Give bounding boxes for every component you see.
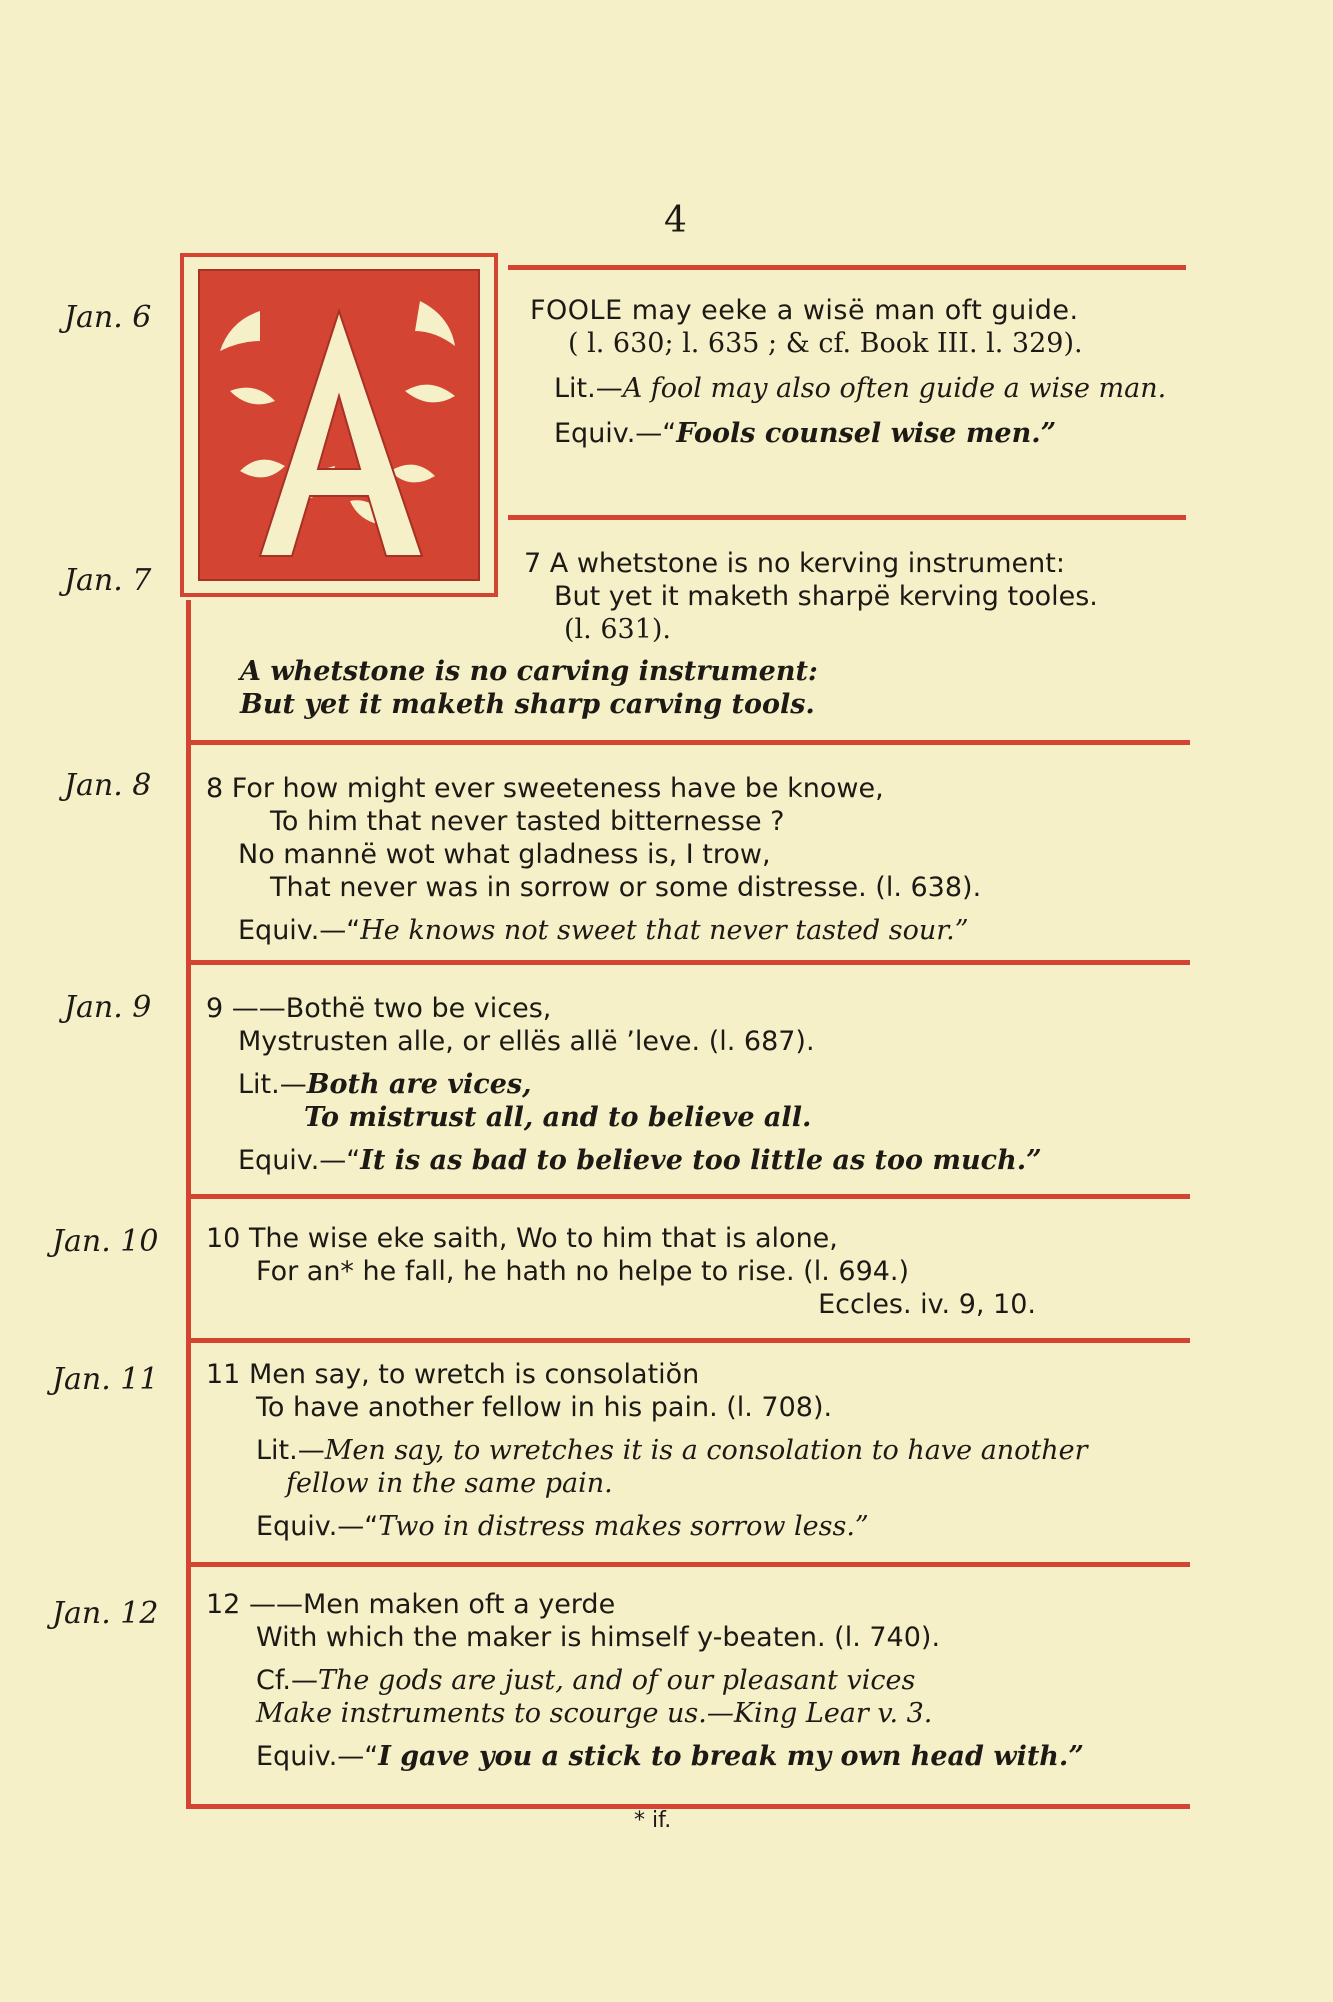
entry-jan-7-modern bbox=[240, 655, 1140, 721]
date-label: Jan. 8 bbox=[64, 768, 152, 803]
entry-jan-11 bbox=[206, 1358, 1196, 1543]
entry-jan-8 bbox=[206, 772, 1186, 947]
entry-equivalent bbox=[530, 417, 1188, 450]
entry-line: 8 For how might ever sweeteness have be knowe, bbox=[206, 773, 884, 804]
equiv-text: I gave you a stick to break my own head with.” bbox=[378, 1741, 1084, 1772]
cf-text: Make instruments to scourge us.—King Lear v. 3. bbox=[256, 1698, 933, 1729]
rule-e10 bbox=[186, 1338, 1190, 1343]
date-jan-8 bbox=[64, 768, 151, 803]
entry-equivalent bbox=[206, 1144, 1186, 1177]
footnote: * if. bbox=[634, 1808, 672, 1833]
entry-line: But yet it maketh sharpë kerving tooles. bbox=[554, 581, 1098, 612]
modern-line: A whetstone is no carving instrument: bbox=[240, 656, 818, 687]
equiv-label: Equiv.—“ bbox=[238, 915, 361, 946]
literal-text: Men say, to wretches it is a consolation to have another bbox=[324, 1435, 1088, 1466]
initial-letter: A bbox=[338, 541, 340, 542]
decorative-initial bbox=[180, 253, 498, 597]
equiv-label: Equiv.—“ bbox=[256, 1511, 379, 1542]
literal-label: Lit.— bbox=[238, 1069, 307, 1100]
entry-literal bbox=[206, 1434, 1196, 1467]
entry-line: Mystrusten alle, or ellës allë ’leve. (l. 687). bbox=[238, 1026, 815, 1057]
literal-text: Both are vices, bbox=[306, 1069, 532, 1100]
literal-text: fellow in the same pain. bbox=[286, 1468, 613, 1499]
entry-jan-9 bbox=[206, 992, 1186, 1177]
equiv-label: Equiv.—“ bbox=[554, 418, 677, 449]
date-label: Jan. 6 bbox=[64, 300, 152, 335]
entry-line: 9 ——Bothë two be vices, bbox=[206, 993, 552, 1024]
entry-line: 11 Men say, to wretch is consolatiŏn bbox=[206, 1359, 700, 1390]
entry-cf bbox=[206, 1664, 1186, 1697]
literal-label: Lit.— bbox=[256, 1435, 325, 1466]
date-label: Jan. 9 bbox=[64, 990, 152, 1025]
rule-bottom bbox=[186, 1804, 1190, 1809]
entry-line: With which the maker is himself y-beaten. (l. 740). bbox=[256, 1622, 941, 1653]
entry-reference: Eccles. iv. 9, 10. bbox=[818, 1289, 1036, 1320]
date-jan-10 bbox=[52, 1224, 158, 1259]
rule-e9 bbox=[186, 1194, 1190, 1199]
date-jan-11 bbox=[52, 1362, 158, 1397]
date-label: Jan. 12 bbox=[52, 1596, 159, 1631]
entry-line: No mannë wot what gladness is, I trow, bbox=[238, 839, 771, 870]
entry-line: To have another fellow in his pain. (l. 708). bbox=[256, 1392, 833, 1423]
cf-text: The gods are just, and of our pleasant vices bbox=[317, 1665, 916, 1696]
equiv-text: Fools counsel wise men.” bbox=[676, 418, 1057, 449]
literal-text: A fool may also often guide a wise man. bbox=[622, 373, 1167, 404]
entry-line: 10 The wise eke saith, Wo to him that is alone, bbox=[206, 1223, 838, 1254]
entry-literal bbox=[206, 1068, 1186, 1101]
rule-e7 bbox=[186, 740, 1190, 745]
equiv-text: It is as bad to believe too little as too much.” bbox=[360, 1145, 1042, 1176]
literal-text: To mistrust all, and to believe all. bbox=[304, 1102, 812, 1133]
entry-jan-6 bbox=[530, 294, 1188, 450]
rule-e6 bbox=[508, 515, 1186, 520]
equiv-label: Equiv.—“ bbox=[256, 1741, 379, 1772]
entry-line: 12 ——Men maken oft a yerde bbox=[206, 1589, 616, 1620]
date-jan-7 bbox=[64, 563, 151, 598]
entry-jan-10 bbox=[206, 1222, 1036, 1321]
date-jan-12 bbox=[52, 1596, 158, 1631]
entry-line: To him that never tasted bitternesse ? bbox=[270, 806, 785, 837]
entry-line: FOOLE may eeke a wisë man oft guide. bbox=[530, 295, 1079, 326]
left-border bbox=[186, 600, 191, 1806]
entry-literal bbox=[530, 372, 1188, 405]
modern-line: But yet it maketh sharp carving tools. bbox=[240, 689, 815, 720]
rule-e8 bbox=[186, 960, 1190, 965]
rule-top bbox=[508, 265, 1186, 270]
entry-equivalent bbox=[206, 1510, 1196, 1543]
entry-jan-7 bbox=[524, 547, 1188, 646]
entry-line: That never was in sorrow or some distresse. (l. 638). bbox=[270, 872, 982, 903]
rule-e11 bbox=[186, 1562, 1190, 1567]
date-label: Jan. 11 bbox=[52, 1362, 159, 1397]
entry-equivalent bbox=[206, 1740, 1186, 1773]
entry-equivalent bbox=[206, 914, 1186, 947]
entry-line: For an* he fall, he hath no helpe to rise. (l. 694.) bbox=[256, 1256, 910, 1287]
initial-a-icon bbox=[200, 271, 478, 579]
equiv-label: Equiv.—“ bbox=[238, 1145, 361, 1176]
date-jan-9 bbox=[64, 990, 151, 1025]
equiv-text: He knows not sweet that never tasted sour.” bbox=[360, 915, 969, 946]
entry-reference: (l. 631). bbox=[564, 614, 671, 645]
entry-reference: ( l. 630; l. 635 ; & cf. Book III. l. 329). bbox=[568, 328, 1083, 359]
page-number: 4 bbox=[664, 200, 687, 241]
date-jan-6 bbox=[64, 300, 151, 335]
entry-line: 7 A whetstone is no kerving instrument: bbox=[524, 548, 1065, 579]
equiv-text: Two in distress makes sorrow less.” bbox=[378, 1511, 869, 1542]
cf-label: Cf.— bbox=[256, 1665, 318, 1696]
entry-jan-12 bbox=[206, 1588, 1186, 1773]
date-label: Jan. 7 bbox=[64, 563, 152, 598]
date-label: Jan. 10 bbox=[52, 1224, 159, 1259]
literal-label: Lit.— bbox=[554, 373, 623, 404]
